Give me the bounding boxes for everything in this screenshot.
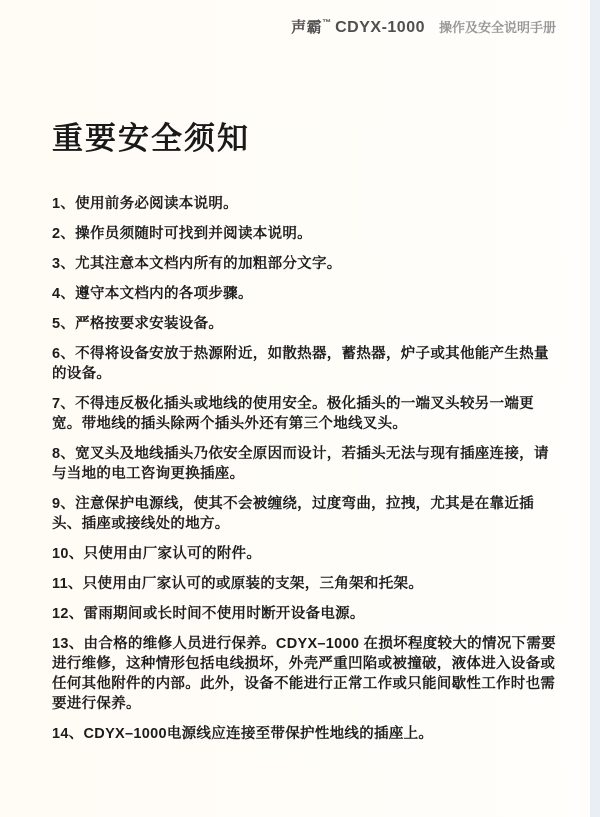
- safety-instruction-item: 5、严格按要求安装设备。: [52, 316, 224, 332]
- safety-instruction-item: 9、注意保护电源线，使其不会被缠绕，过度弯曲，拉拽，尤其是在靠近插头、插座或接线处的地方。: [52, 496, 534, 532]
- safety-instruction-item: 3、尤其注意本文档内所有的加粗部分文字。: [52, 256, 342, 272]
- safety-instruction-item: 12、雷雨期间或长时间不使用时断开设备电源。: [52, 606, 365, 622]
- safety-instruction-item: 10、只使用由厂家认可的附件。: [52, 546, 262, 562]
- page-header: [0, 16, 556, 37]
- page-content: [52, 113, 558, 754]
- safety-instruction-item: 1、使用前务必阅读本说明。: [52, 196, 238, 212]
- safety-instruction-item: 13、由合格的维修人员进行保养。CDYX–1000 在损坏程度较大的情况下需要进行维修，这种情形包括电线损坏，外壳严重凹陷或被撞破，液体进入设备或任何其他附件的内部。此外，设备不能进行正常工作或只能间歇性工作时也需要进行保养。: [52, 636, 556, 712]
- safety-instruction-item: 6、不得将设备安放于热源附近，如散热器，蓄热器，炉子或其他能产生热量的设备。: [52, 346, 549, 382]
- scan-edge-strip: [590, 0, 600, 817]
- trademark-symbol: ™: [322, 17, 332, 28]
- safety-instructions-list: [52, 194, 558, 744]
- manual-subtitle: 操作及安全说明手册: [438, 20, 556, 35]
- safety-instruction-item: 11、只使用由厂家认可的或原装的支架，三角架和托架。: [52, 576, 424, 592]
- safety-instruction-item: 14、CDYX–1000电源线应连接至带保护性地线的插座上。: [52, 726, 434, 742]
- safety-instruction-item: 8、宽叉头及地线插头乃依安全原因而设计，若插头无法与现有插座连接，请与当地的电工咨询更换插座。: [52, 446, 549, 482]
- safety-instruction-item: 4、遵守本文档内的各项步骤。: [52, 286, 253, 302]
- page-title: 重要安全须知: [52, 121, 250, 156]
- safety-instruction-item: 7、不得违反极化插头或地线的使用安全。极化插头的一端叉头较另一端更宽。带地线的插头除两个插头外还有第三个地线叉头。: [52, 396, 534, 432]
- model-number: CDYX-1000: [335, 19, 425, 36]
- safety-instruction-item: 2、操作员须随时可找到并阅读本说明。: [52, 226, 312, 242]
- brand-name: 声霸: [291, 19, 323, 36]
